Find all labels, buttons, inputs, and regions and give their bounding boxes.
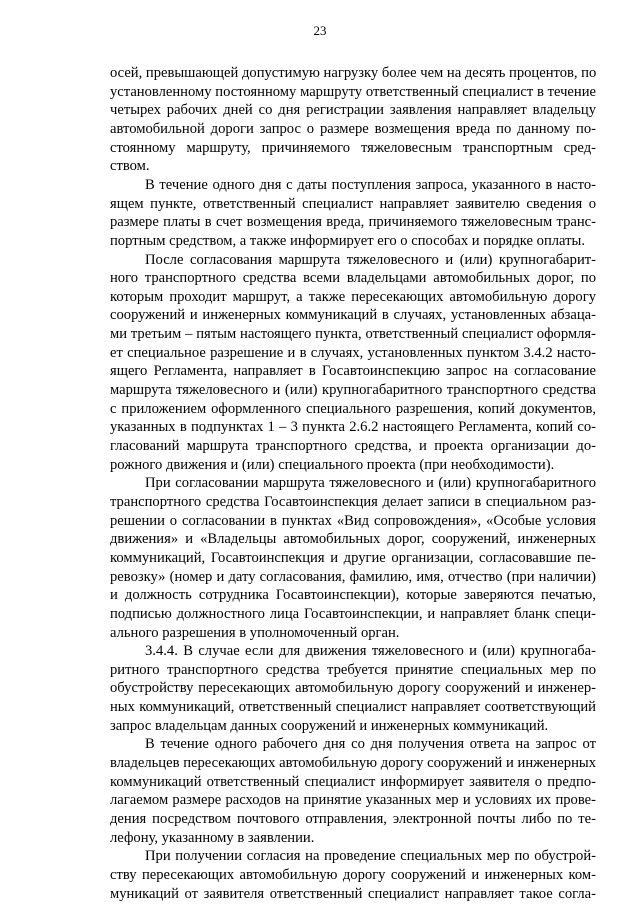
text-line: указанных в подпунктах 1 – 3 пункта 2.6.2 настоящего Регламента, копий со- xyxy=(110,419,596,436)
text-line: В течение одного рабочего дня со дня получения ответа на запрос от xyxy=(145,736,596,753)
text-line: ству пересекающих автомобильную дорогу сооружений и инженерных ком- xyxy=(110,866,596,883)
text-line: лефону, указанному в заявлении. xyxy=(110,829,315,846)
text-line: четырех рабочих дней со дня регистрации заявления направляет владельцу xyxy=(110,102,596,119)
text-line: с приложением оформленного специального разрешения, копий документов, xyxy=(110,400,596,417)
text-line: гласований маршрута транспортного средства, и проекта организации до- xyxy=(110,438,596,454)
text-line: ального разрешения в уполномоченный орган. xyxy=(110,624,400,641)
text-line: установленному постоянному маршруту ответственный специалист в течение xyxy=(110,83,596,100)
text-line: коммуникаций, Госавтоинспекция и другие организации, согласовавшие пе- xyxy=(110,549,596,566)
text-line: рожного движения и (или) специального проекта (при необходимости). xyxy=(110,456,555,473)
text-line: В течение одного дня с даты поступления запроса, указанного в насто- xyxy=(145,176,596,193)
text-line: лагаемом размере расходов на принятие указанных мер и условиях их прове- xyxy=(110,792,596,809)
text-line: ящем пункте, ответственный специалист направляет заявителю сведения о xyxy=(110,195,596,212)
text-line: размере платы в счет возмещения вреда, причиняемого тяжеловесным транс- xyxy=(110,214,596,231)
text-line: решении о согласовании в пунктах «Вид сопровождения», «Особые условия xyxy=(110,512,596,529)
text-line: запрос владельцам данных сооружений и инженерных коммуникаций. xyxy=(110,717,549,734)
text-line: автомобильной дороги запрос о размере возмещения вреда по данному по- xyxy=(110,120,596,137)
text-line: ми третьим – пятым настоящего пункта, ответственный специалист оформля- xyxy=(110,326,596,343)
text-line: После согласования маршрута тяжеловесного и (или) крупногабарит- xyxy=(145,251,596,268)
text-line: ревозку» (номер и дату согласования, фамилию, имя, отчество (при наличии) xyxy=(110,568,596,585)
text-line: и должность сотрудника Госавтоинспекции), которые заверяются печатью, xyxy=(110,587,596,604)
text-line: ритного транспортного средства требуется принятие специальных мер по xyxy=(110,661,596,678)
page-number: 23 xyxy=(313,23,327,38)
text-line: осей, превышающей допустимую нагрузку более чем на десять процентов, по xyxy=(110,65,596,81)
text-line: движения» и «Владельцы автомобильных дорог, сооружений, инженерных xyxy=(110,531,596,548)
text-line: ных коммуникаций, ответственный специалист направляет соответствующий xyxy=(110,699,596,716)
text-line: ет специальное разрешение и в случаях, установленных пунктом 3.4.2 насто- xyxy=(110,344,596,361)
text-line: ного транспортного средства всеми владельцами автомобильных дорог, по xyxy=(110,270,596,287)
text-line: При получении согласия на проведение специальных мер по обустрой- xyxy=(145,848,596,865)
text-line: сооружений и инженерных коммуникаций в случаях, установленных абзаца- xyxy=(110,307,596,324)
text-line: обустройству пересекающих автомобильную дорогу сооружений и инженер- xyxy=(110,680,596,697)
text-line: владельцев пересекающих автомобильную дорогу сооружений и инженерных xyxy=(110,755,596,772)
text-line: транспортного средства Госавтоинспекция делает записи в специальном раз- xyxy=(110,493,596,510)
text-line: При согласовании маршрута тяжеловесного и (или) крупногабаритного xyxy=(145,475,596,492)
text-line: подписью должностного лица Госавтоинспекции, и направляет бланк специ- xyxy=(110,605,596,622)
text-line: стоянному маршруту, причиняемого тяжеловесным транспортным сред- xyxy=(110,139,596,156)
text-line: ством. xyxy=(110,158,150,175)
text-line: маршрута тяжеловесного и (или) крупногабаритного транспортного средства xyxy=(110,382,596,399)
text-line: коммуникаций ответственный специалист информирует заявителя о предпо- xyxy=(110,773,596,790)
text-line: которым проходит маршрут, а также пересекающих автомобильную дорогу xyxy=(110,288,596,305)
text-line: 3.4.4. В случае если для движения тяжеловесного и (или) крупногаба- xyxy=(145,643,596,660)
text-line: портным средством, а также информирует его о способах и порядке оплаты. xyxy=(110,232,585,249)
text-line: дения посредством почтового отправления, электронной почты либо по те- xyxy=(110,811,596,827)
text-line: ящего Регламента, направляет в Госавтоинспекцию запрос на согласование xyxy=(110,363,596,380)
text-line: муникаций от заявителя ответственный специалист направляет такое согла- xyxy=(110,885,596,902)
